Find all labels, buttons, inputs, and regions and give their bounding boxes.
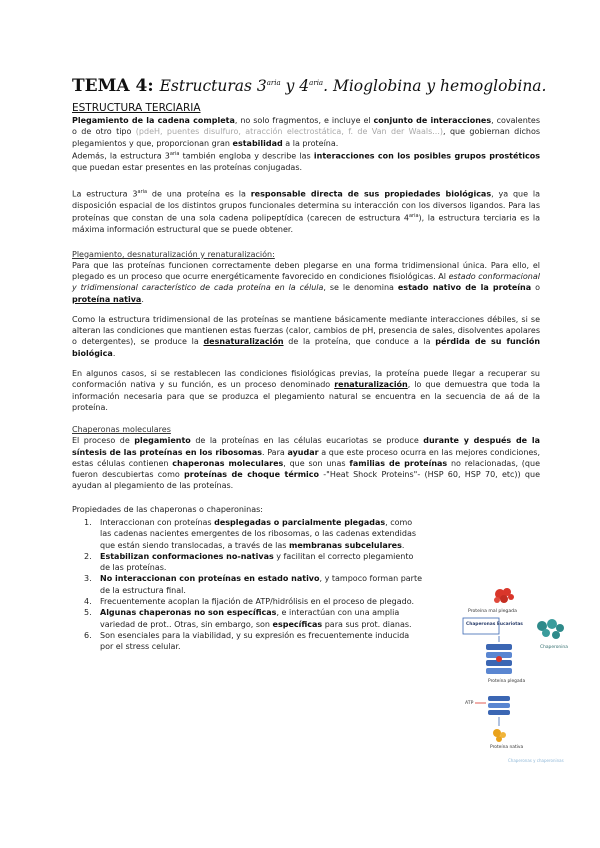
p1-t2: , covalentes o de otro tipo [72,116,540,137]
p4-t1: Como la estructura tridimensional de las proteínas se mantiene básicamente mediante interacciones débiles, si se alteran las condiciones que mantienen estas fuerzas (calor, cambios de pH, presencia de sales, disolventes apolares o detergentes), se produce la [72,314,540,347]
item-text: Interaccionan con proteínas [100,517,215,527]
list-item [72,573,424,596]
label-chaperones: Chaperonas Eucariotas [466,622,523,627]
properties-intro: Propiedades de las chaperonas o chaperoninas: [72,504,263,514]
list-item [72,551,424,574]
p2-sup-1: aria [137,189,148,196]
p3-t4: . [141,294,144,304]
label-misfolded: Proteína mal plegada [468,609,517,614]
p6-b5: familias de proteínas [349,458,448,468]
p3-t3: o [531,283,540,293]
p1-b3: estabilidad [232,138,283,148]
document-page [72,76,547,653]
p1b-sup: aria [169,150,180,157]
item-text: , e interactúan con una amplia variedad de prot.. Otras, sin embargo, son [100,608,400,629]
paragraph-estado-nativo [72,260,540,305]
p6-b2: durante y después de la síntesis de las proteínas en los ribosomas [72,436,540,457]
label-chaperonin: Chaperonina [540,645,568,650]
p1b-b1: interacciones con los posibles grupos prostéticos [313,151,540,161]
item-text: Son esenciales para la viabilidad, y su expresión es frecuentemente inducida por el stress celular. [100,630,410,652]
list-item [72,596,424,607]
p6-b6: proteínas de choque térmico [184,470,320,480]
p2-t2: de una proteína es la [147,189,251,199]
p1b-t2: también engloba y describe las [179,151,314,161]
item-bold: No interaccionan con proteínas en estado nativo [100,574,320,584]
list-number: 2. [84,551,92,561]
item-text: y facilitan el correcto plegamiento de las proteínas. [100,551,414,573]
p5-t1: En algunos casos, si se restablecen las condiciones fisiológicas previas, la proteína puede llegar a recuperar su conformación nativa y su función, es un proceso denominado [72,369,540,390]
p6-t6: no relacionadas, (que fueron descubiertas como [72,458,541,480]
p3-italic: estado conformacional y tridimensional característico de cada proteína en la célula [72,271,540,293]
title-prefix: TEMA 4: [72,76,154,96]
p5-b1: renaturalización [334,380,408,390]
item-text: . [401,540,405,550]
p6-t5: , que son unas [283,458,350,468]
p6-t2: de la proteínas en las células eucariotas se produce [190,436,424,446]
p1-t3: , que gobiernan dichos plegamientos y que, proporcionan gran [72,127,541,148]
p6-t7: -"Heat Shock Proteins"- (HSP 60, HSP 70, etc)) que ayudan al plegamiento de las proteínas. [72,470,541,491]
properties-list [72,517,424,653]
list-number: 3. [84,574,92,584]
p2-t3: , ya que la disposición espacial de los distintos grupos funcionales determina su interacción con los diversos ligandos. Para las proteínas que constan de una sola cadena polipeptídica (carecen de estructura 4 [72,189,541,224]
section-heading-terciaria: ESTRUCTURA TERCIARIA [72,102,201,114]
atp-complex-icon [488,696,510,715]
subheading-plegamiento: Plegamiento, desnaturalización y renaturalización: [72,249,275,259]
p2-sup-2: aria [408,213,419,220]
title-part-2: y 4 [280,77,310,95]
paragraph-definicion [72,115,540,149]
chaperone-figure [460,586,578,776]
page-title [72,76,547,96]
p3-b1: estado nativo de la proteína [397,283,532,293]
folding-barrel-icon [486,644,512,674]
p3-b2: proteína nativa [72,294,142,304]
p6-b1: plegamiento [134,436,191,446]
item-text: para sus prot. dianas. [322,619,412,629]
title-sup-2: aria [309,78,324,87]
list-item [72,517,424,551]
chaperone-diagram [460,586,578,776]
item-bold: Algunas chaperonas no son específicas [100,608,277,618]
label-native: Proteína nativa [490,745,524,750]
p4-t2: de la proteína, que conduce a la [283,337,436,347]
chaperonin-icon [537,619,564,639]
item-bold: Estabilizan conformaciones no-nativas [100,551,274,561]
paragraph-prosteticos [72,149,540,173]
item-bold: desplegadas o parcialmente plegadas [214,517,386,527]
p2-t1: La estructura 3 [72,189,138,199]
p6-b3: ayudar [287,447,319,457]
p3-t1: Para que las proteínas funcionen correctamente deben plegarse en una forma tridimensional única. Para ello, el plegado es un proceso que ocurre energéticamente favorecido en condiciones fisiológicas. Al [72,260,540,281]
p2-t4: ), la estructura terciaria es la máxima información estructural que se puede obtener. [72,214,540,235]
list-item [72,630,424,653]
title-script [160,77,547,95]
figure-caption: Chaperonas y chaperoninas [508,758,564,763]
p3-t2: , se le denomina [323,283,398,293]
p5-t2: , lo que demuestra que toda la información necesaria para que se produzca el plegamiento natural se encuentra en la secuencia de aá de la proteína. [72,380,540,412]
list-number: 5. [84,608,92,618]
item-text: , y tampoco forman parte de la estructura final. [100,574,423,595]
item-text: , como las cadenas nacientes emergentes de los ribosomas, o las cadenas extendidas que están siendo translocadas, a través de las [100,517,417,550]
item-text: Frecuentemente acoplan la fijación de ATP/hidrólisis en el proceso de plegado. [100,597,415,607]
p1-t4: a la proteína. [282,138,339,148]
list-number: 6. [84,630,92,640]
p6-b4: chaperonas moleculares [172,458,284,468]
title-sup-1: aria [266,78,281,87]
title-part-3: . Mioglobina y hemoglobina. [323,77,547,95]
paragraph-chaperonas [72,435,540,491]
p1-t1: , no solo fragmentos, e incluye el [234,116,374,125]
label-atp: ATP [465,701,474,706]
p6-t1: El proceso de [72,436,135,446]
p4-b2: pérdida de su función biológica [72,337,541,358]
p4-b1: desnaturalización [203,337,284,347]
list-number: 1. [84,517,92,527]
title-part-1: Estructuras 3 [159,77,267,95]
paragraph-desnaturalizacion [72,314,540,359]
paragraph-renaturalizacion [72,368,540,413]
p1-b1: Plegamiento de la cadena completa [72,116,235,125]
item-bold: membranas subcelulares [289,540,402,550]
native-protein-icon [493,729,506,742]
label-plegada: Proteína plegada [488,679,526,684]
item-bold: específicas [272,619,323,629]
p6-t4: a que este proceso ocurra en las mejores condiciones, estas células contienen [72,447,541,468]
list-number: 4. [84,597,92,607]
subheading-chaperonas: Chaperonas moleculares [72,425,171,435]
p1b-t1: Además, la estructura 3 [72,151,170,161]
p1-gray-note: (pdeH, puentes disulfuro, atracción electrostática, f. de Van der Waals...) [135,127,444,137]
misfolded-protein-icon [494,588,514,603]
p1b-t3: que puedan estar presentes en las proteínas conjugadas. [72,162,303,172]
p4-t3: . [112,348,116,358]
p1-b2: conjunto de interacciones [373,116,492,125]
paragraph-propiedades-biologicas [72,187,540,236]
p6-t3: . Para [262,447,288,457]
list-item [72,607,424,630]
p2-b1: responsable directa de sus propiedades biológicas [250,189,492,199]
